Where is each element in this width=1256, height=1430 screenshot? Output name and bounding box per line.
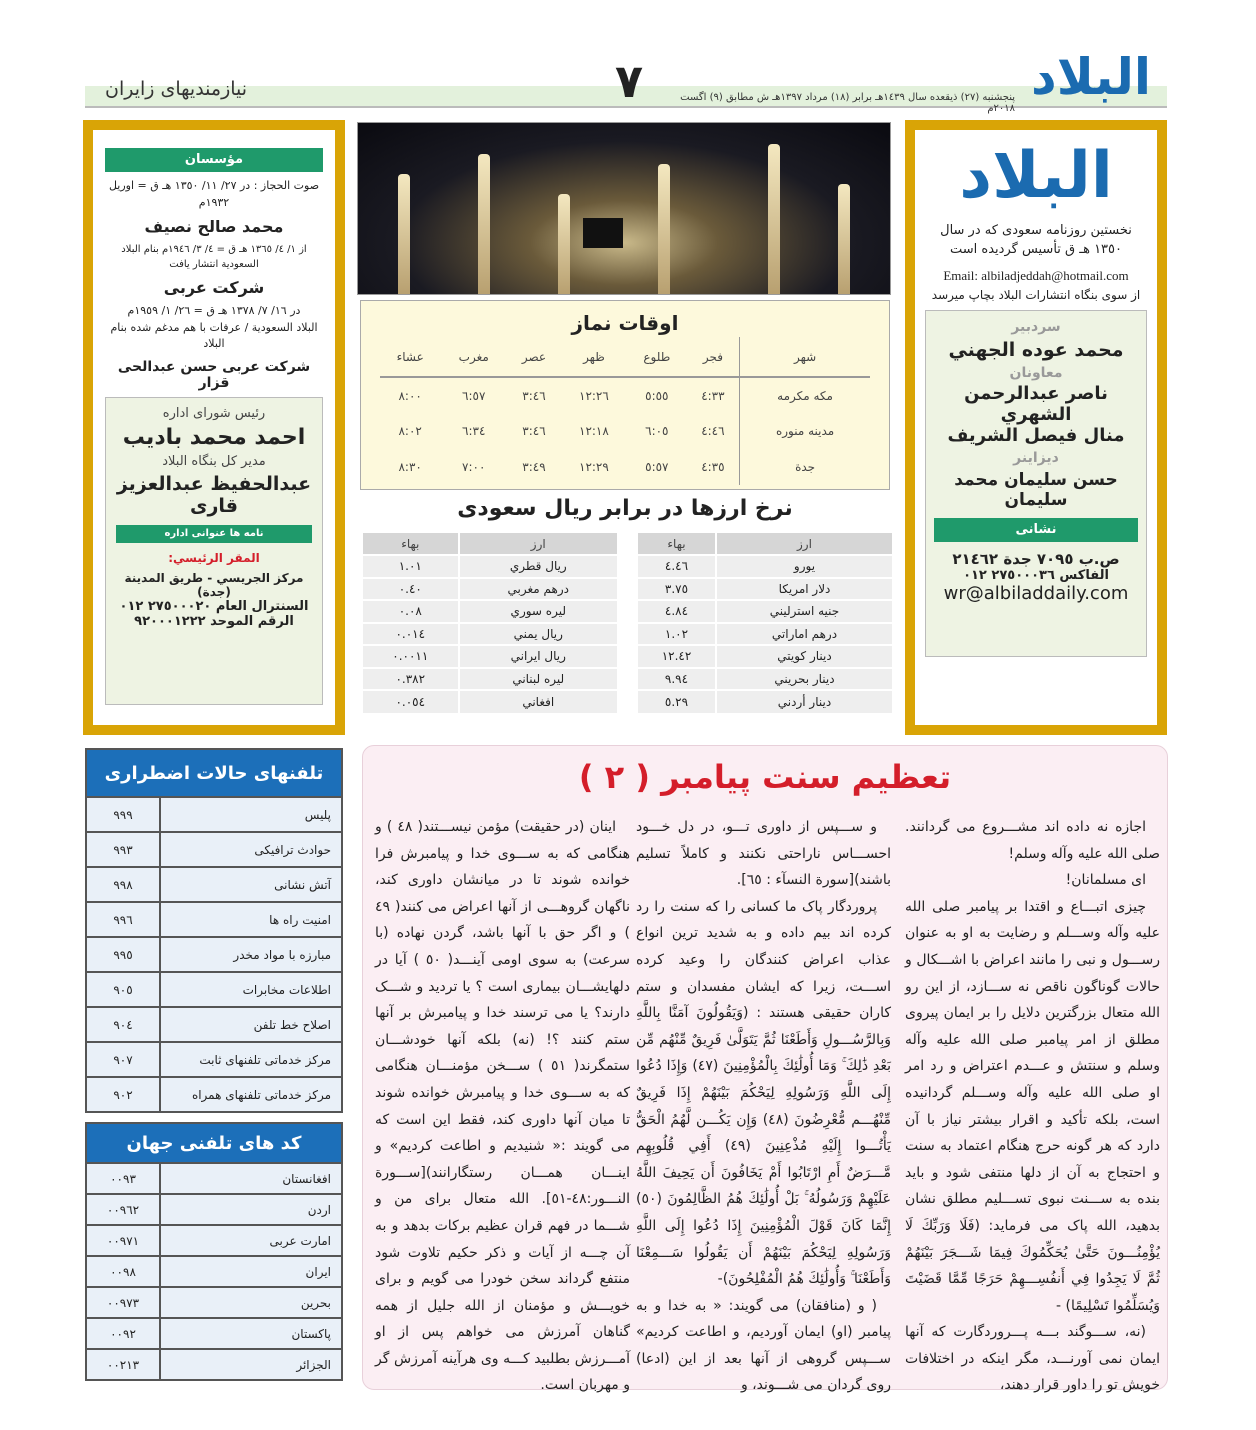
prayer-row [380, 449, 870, 485]
section-title: نیازمندیهای زایران [105, 78, 248, 100]
prayer-table [380, 337, 870, 485]
address-bar: نامه ها عنوانی اداره [116, 525, 312, 543]
phone-number: ٩٠٥ [86, 972, 160, 1007]
rate-cell: ٠.٠٨ [362, 600, 459, 623]
phone-number: ٠٠٩٧٣ [86, 1287, 160, 1318]
currency-header-row [637, 533, 892, 555]
currency-row [362, 600, 617, 623]
gm-label: مدیر کل بنگاه البلاد [162, 453, 266, 469]
currency-name: درهم اماراتي [716, 623, 892, 646]
emergency-title: تلفنهای حالات اضطراری [85, 748, 343, 796]
time-cell: ٦:٠٥ [645, 424, 669, 438]
phone-row [86, 1318, 342, 1349]
currency-name: ريال يمني [459, 623, 617, 646]
phone-number: ٩٩٩ [86, 797, 160, 832]
rate-cell: ٠.٠٥٤ [362, 690, 459, 713]
rate-cell: ١.٠٢ [637, 623, 716, 646]
phone-label: پاکستان [160, 1318, 342, 1349]
founder-name: شرکت عربی [163, 278, 265, 297]
phone-label: الجزائر [160, 1349, 342, 1380]
currency-header-row [362, 533, 617, 555]
founder-name: محمد صالح نصيف [144, 217, 284, 236]
time-cell: ٤:٤٦ [701, 424, 725, 438]
currency-name: دينار أردني [716, 690, 892, 713]
masthead-box [905, 120, 1167, 735]
currency-row [637, 668, 892, 691]
publisher-line: از سوی بنگاه انتشارات البلاد بچاپ میرسد [931, 287, 1141, 302]
phone-label: حوادث ترافیکی [160, 832, 342, 867]
rate-cell: ٠.٤٠ [362, 578, 459, 601]
currency-row [637, 600, 892, 623]
currency-title: نرخ ارزها در برابر ریال سعودی [457, 496, 793, 521]
central-phone: السنترال العام ٢٧٥٠٠٠٢٠ ٠١٢ [119, 598, 309, 614]
designer-label: ديزاينر [1013, 449, 1059, 466]
world-codes-title: کد های تلفنی جهان [85, 1122, 343, 1162]
phone-number: ٠٠٢١٣ [86, 1349, 160, 1380]
currency-header: بهاء [362, 533, 459, 555]
management-box [105, 397, 323, 705]
phone-label: ایران [160, 1256, 342, 1287]
currency-name: ريال قطري [459, 555, 617, 578]
currency-row [362, 668, 617, 691]
newspaper-logo: البلاد [1031, 48, 1151, 106]
deputy-name: منال فيصل الشريف [947, 424, 1125, 446]
chair-name: احمد محمد باديب [122, 424, 306, 450]
emergency-table [85, 796, 343, 1113]
emergency-phones [85, 748, 343, 1113]
phone-label: آتش نشانی [160, 867, 342, 902]
phone-number: ٠٠٩٣ [86, 1163, 160, 1194]
phone-number: ٠٠٩٧١ [86, 1225, 160, 1256]
time-cell: ٨:٠٠ [398, 388, 422, 403]
prayer-header: عشاء [380, 337, 440, 377]
time-cell: ٥:٥٧ [645, 460, 669, 474]
prayer-header: عصر [507, 337, 561, 377]
prayer-row [380, 413, 870, 449]
phone-label: اصلاح خط تلفن [160, 1007, 342, 1042]
currency-header: ارز [716, 533, 892, 555]
phone-row [86, 1007, 342, 1042]
rate-cell: ٤.٤٦ [637, 555, 716, 578]
phone-number: ٠٠٩٨ [86, 1256, 160, 1287]
prayer-header: شهر [740, 337, 870, 377]
phone-label: مرکز خدماتی تلفنهای همراه [160, 1077, 342, 1112]
article-paragraph: پروردگار پاک ما کسانی را که سنت را رد کرده اند بیم داده و به شدید ترین انواع عذاب اعراض کنندگان را وعید کرده اســـت، زیرا که ایشان مفسدان و ستم کاران حقیقی هستند : (وَيَقُولُونَ آمَنَّا بِاللَّهِ وَبِالرَّسُـــولِ وَأَطَعْنَا ثُمَّ يَتَوَلَّىٰ فَرِيقٌ مِّنْهُم مِّن بَعْدِ ذَٰلِكَ ۚ وَمَا أُولَٰئِكَ بِالْمُؤْمِنِينَ (٤٧) وَإِذَا دُعُوا إِلَى اللَّهِ وَرَسُولِهِ لِيَحْكُمَ بَيْنَهُمْ إِذَا فَرِيقٌ مِّنْهُـــم مُّعْرِضُونَ (٤٨) وَإِن يَكُـــن لَّهُمُ الْحَقُّ يَأْتُـــوا إِلَيْهِ مُذْعِنِينَ (٤٩) أَفِي قُلُوبِهِم مَّـــرَضٌ أَمِ ارْتَابُوا أَمْ يَخَافُونَ أَن يَحِيفَ اللَّهُ عَلَيْهِمْ وَرَسُولُهُ ۚ بَلْ أُولَٰئِكَ هُمُ الظَّالِمُونَ (٥٠) إِنَّمَا كَانَ قَوْلَ الْمُؤْمِنِينَ إِذَا دُعُوا إِلَى اللَّهِ وَرَسُولِهِ لِيَحْكُمَ بَيْنَهُمْ أَن يَقُولُوا سَـــمِعْنَا وَأَطَعْنَا ۚ وَأُولَٰئِكَ هُمُ الْمُفْلِحُونَ)- [636, 898, 892, 1288]
currency-table-left [361, 533, 617, 713]
prayer-header: طلوع [627, 337, 687, 377]
rate-cell: ٤.٨٤ [637, 600, 716, 623]
prayer-header: فجر [687, 337, 740, 377]
time-cell: ٥:٥٥ [645, 388, 669, 403]
currency-header: بهاء [637, 533, 716, 555]
article-column-3 [375, 814, 630, 1399]
phone-number: ٩٠٤ [86, 1007, 160, 1042]
currency-name: افغاني [459, 690, 617, 713]
article-paragraph: چیزی اتبـــاع و اقتدا بر پیامبر صلی الله علیه وآله وســـلم و رضایت به او به عنوان رســـول و نبی را مانند اعراض با اشـــکال و حالات گوناگون ناقص نه ســـازد، از این رو الله متعال بزرگترین دلایل را بر ایمان پیروی مطلق از امر پیامبر صلی الله علیه وآله وسلم و سنتش و عـــدم اعتراض و رد امر او صلی الله علیه وآله وســـلم گردانیده است، بلکه تأکید و اقرار بیشتر نیاز با آن دارد که هر گونه حرج هنگام اعتماد به سنت و احتجاج به آن از دلها منتفی شود و باید بنده به ســـنت نبوی تســـلیم مطلق نشان بدهید، الله پاک می فرماید: (فَلَا وَرَبِّكَ لَا يُؤْمِنُـــونَ حَتَّىٰ يُحَكِّمُوكَ فِيمَا شَـــجَرَ بَيْنَهُمْ ثُمَّ لَا يَجِدُوا فِي أَنفُسِـــهِمْ حَرَجًا مِّمَّا قَضَيْتَ وَيُسَلِّمُوا تَسْلِيمًا) - [905, 898, 1160, 1314]
currency-table-right [636, 533, 892, 713]
deputy-name: ناصر عبدالرحمن الشهري [964, 382, 1108, 425]
address-heading: نشانی [934, 518, 1138, 542]
time-cell: ٧:٠٠ [462, 460, 486, 474]
unified-phone: الرقم الموحد ٩٢٠٠٠١٢٢٢ [134, 613, 294, 629]
rate-cell: ٠.٠٠١١ [362, 645, 459, 668]
founders-heading: مؤسسان [105, 148, 323, 172]
phone-number: ٩٠٢ [86, 1077, 160, 1112]
chair-label: رئیس شورای اداره [162, 405, 266, 421]
phone-row [86, 1256, 342, 1287]
designer-name: حسن سليمان محمد سليمان [954, 469, 1118, 510]
phone-row [86, 902, 342, 937]
phone-row [86, 1287, 342, 1318]
world-codes [85, 1122, 343, 1381]
city-cell: جدة [740, 449, 870, 485]
time-cell: ٣:٤٦ [522, 424, 546, 438]
currency-row [637, 623, 892, 646]
time-cell: ١٢:٢٩ [579, 460, 609, 474]
phone-label: اطلاعات مخابرات [160, 972, 342, 1007]
article-paragraph: (نه، ســـوگند بـــه پـــروردگارت که آنها ایمان نمی آورنـــد، مگر اینکه در اختلافات خویش تو را داور قرار دهند، [905, 1324, 1160, 1394]
article-column-2 [636, 814, 891, 1399]
phone-number: ٩٩٨ [86, 867, 160, 902]
article-paragraph: اینان (در حقیقت) مؤمن نیســـتند( ٤٨ ) و هنگامی که به ســـوی خدا و پیامبرش فرا خوانده شوند تا در میانشان داوری کند، ناگهان گروهـــی از آنها اعراض می کنند( ٤٩ ) و اگر حق با آنها باشد، گردن نهاده (با سرعت) به سوی اومی آینـــد( ٥٠ ) آیا در دلهایشـــان بیماری است ؟ یا تردید و شـــک دارند؟ یا می ترسند خدا و پیامبرش بر آنها ستم کنند ؟! (نه) بلکه آنها خودشـــان ستمگرند( ٥١ ) ســـخن مؤمنـــان هنگامی که به ســـوی خدا و پیامبرش خوانده شوند تا میان آنها داوری کند، فقط این است که می گویند :« شنیدیم و اطاعت کردیم» و اینـــان همـــان رستگارانند)[ســـورة النـــور:٤٨-٥١]. الله متعال برای من و شـــما در فهم قران عظیم برکات بدهد و به آن چـــه از آیات و ذکر حکیم تلاوت شود منتفع گرداند سخن خودرا می گویم و برای خویـــش و مؤمنان از الله جلیل از همه گناهان آمرزش می خواهم پس از او آمـــرزش بطلبید کـــه وی هرآینه آمرزش گر و مهربان است. [375, 819, 631, 1394]
currency-row [362, 578, 617, 601]
currency-row [637, 645, 892, 668]
currency-row [362, 690, 617, 713]
currency-row [362, 645, 617, 668]
phone-label: بحرین [160, 1287, 342, 1318]
article-paragraph: اجازه نه داده اند مشـــروع می گردانند. صلی الله علیه وآله وسلم! [905, 819, 1160, 862]
prayer-header: ظهر [561, 337, 627, 377]
rate-cell: ١٢.٤٢ [637, 645, 716, 668]
phone-number: ٩٩٥ [86, 937, 160, 972]
currency-name: دينار كويتي [716, 645, 892, 668]
phone-row [86, 1163, 342, 1194]
page-number: ٧ [615, 54, 644, 108]
time-cell: ٣:٤٦ [522, 388, 546, 403]
phone-number: ٩٩٣ [86, 832, 160, 867]
time-cell: ١٢:١٨ [579, 424, 609, 438]
prayer-row [380, 377, 870, 413]
currency-header: ارز [459, 533, 617, 555]
staff-box [925, 310, 1147, 657]
currency-row [362, 623, 617, 646]
currency-name: ريال ايراني [459, 645, 617, 668]
rate-cell: ٠.٠١٤ [362, 623, 459, 646]
phone-label: افغانستان [160, 1163, 342, 1194]
founders-line: البلاد السعودية / عرفات با هم مدغم شده بنام البلاد [110, 320, 318, 350]
currency-name: دينار بحريني [716, 668, 892, 691]
phone-row [86, 867, 342, 902]
phone-label: امنیت راه ها [160, 902, 342, 937]
currency-row [637, 690, 892, 713]
editor-name: محمد عوده الجهني [948, 338, 1124, 361]
prayer-header: مغرب [440, 337, 507, 377]
founders-box [83, 120, 345, 735]
prayer-times-panel [360, 300, 890, 490]
phone-number: ٩٩٦ [86, 902, 160, 937]
time-cell: ٣:٤٩ [522, 460, 546, 474]
phone-number: ٠٠٩٦٢ [86, 1194, 160, 1225]
city-cell: مدینه منوره [740, 413, 870, 449]
currency-name: درهم مغربي [459, 578, 617, 601]
currency-name: دلار امريكا [716, 578, 892, 601]
phone-row [86, 1077, 342, 1112]
phone-row [86, 972, 342, 1007]
currency-name: يورو [716, 555, 892, 578]
hq-address: مركز الجريسي - طريق المدينة (جدة) [124, 570, 304, 599]
deputies-label: معاونان [1009, 364, 1063, 381]
currency-name: جنيه استرليني [716, 600, 892, 623]
hq-label: المقر الرئيسي: [168, 550, 260, 565]
founder-name: شرکت عربی حسن عبدالحی قزار [117, 358, 311, 391]
article-paragraph: ( و (منافقان) می گویند: « به خدا و به پیامبر (او) ایمان آوردیم، و اطاعت کردیم» ســـپس گروهی از آنها بعد از این (ادعا) روی گردان می شـــوند، و [636, 1297, 891, 1394]
prayer-title: اوقات نماز [571, 311, 679, 335]
phone-row [86, 797, 342, 832]
fax-number: الفاكس ٢٧٥٠٠٠٣٦ ٠١٢ [963, 567, 1109, 583]
time-cell: ٦:٥٧ [462, 388, 486, 403]
phone-label: اردن [160, 1194, 342, 1225]
rate-cell: ٥.٢٩ [637, 690, 716, 713]
po-box: ص.ب ٧٠٩٥ جدة ٢١٤٦٢ [952, 549, 1120, 568]
founders-line: از ١/ ٤/ ١٣٦٥ هـ ق = ٤/ ٣/ ١٩٤٦م بنام البلاد السعودية انتشار یافت [121, 244, 307, 270]
editor-label: سردبیر [1011, 318, 1061, 335]
time-cell: ٨:٠٢ [398, 424, 422, 438]
contact-email[interactable]: wr@albiladdaily.com [943, 582, 1129, 604]
phone-label: مرکز خدماتی تلفنهای ثابت [160, 1042, 342, 1077]
world-codes-table [85, 1162, 343, 1381]
currency-name: ليره لبناني [459, 668, 617, 691]
currency-row [362, 555, 617, 578]
city-cell: مکه مکرمه [740, 377, 870, 413]
mecca-night-photo [357, 122, 891, 295]
time-cell: ١٢:٢٦ [579, 388, 609, 403]
article-title: تعظیم سنت پیامبر ( ٢ ) [578, 758, 952, 796]
issue-date: پنجشنبه (٢٧) ذیقعده سال ١٤٣٩هـ برابر (١٨) مرداد ١٣٩٧هـ ش مطابق (٩) اگست ٢٠١٨م [680, 92, 1015, 114]
article [362, 745, 1168, 1394]
article-paragraph: ای مسلمانان! [1065, 872, 1146, 889]
phone-number: ٩٠٧ [86, 1042, 160, 1077]
founders-line: صوت الحجاز : در ٢٧/ ١١/ ١٣٥٠ هـ ق = اوریل ١٩٣٢م [108, 179, 320, 209]
phone-row [86, 937, 342, 972]
rate-cell: ١.٠١ [362, 555, 459, 578]
phone-label: مبارزه با مواد مخدر [160, 937, 342, 972]
phone-row [86, 1225, 342, 1256]
phone-label: پلیس [160, 797, 342, 832]
time-cell: ٤:٣٣ [701, 388, 725, 403]
phone-label: امارت عربی [160, 1225, 342, 1256]
phone-row [86, 1349, 342, 1380]
masthead-logo: البلاد [959, 139, 1113, 213]
currency-row [637, 578, 892, 601]
time-cell: ٨:٣٠ [398, 460, 422, 474]
email-link[interactable]: Email: albiladjeddah@hotmail.com [943, 267, 1129, 283]
time-cell: ٦:٣٤ [462, 424, 486, 438]
founders-line: در ١٦/ ٧/ ١٣٧٨ هـ ق = ٢٦/ ١/ ١٩٥٩م [127, 304, 301, 317]
article-paragraph: و ســـپس از داوری تـــو، در دل خـــود احســـاس ناراحتی نکنند و کاملاً تسلیم باشند)[سورة النسآء : ٦٥]. [636, 819, 891, 889]
time-cell: ٤:٣٥ [701, 460, 725, 474]
article-column-1 [905, 814, 1160, 1399]
gm-name: عبدالحفيظ عبدالعزيز قارى [116, 472, 312, 517]
currency-name: ليره سوري [459, 600, 617, 623]
rate-cell: ٠.٣٨٢ [362, 668, 459, 691]
rate-cell: ٣.٧٥ [637, 578, 716, 601]
phone-number: ٠٠٩٢ [86, 1318, 160, 1349]
phone-row [86, 832, 342, 867]
phone-row [86, 1194, 342, 1225]
rate-cell: ٩.٩٤ [637, 668, 716, 691]
tagline: نخستین روزنامه سعودی که در سال [940, 222, 1132, 238]
currency-row [637, 555, 892, 578]
tagline: ١٣٥٠ هـ ق تأسیس گردیده است [950, 242, 1122, 258]
phone-row [86, 1042, 342, 1077]
